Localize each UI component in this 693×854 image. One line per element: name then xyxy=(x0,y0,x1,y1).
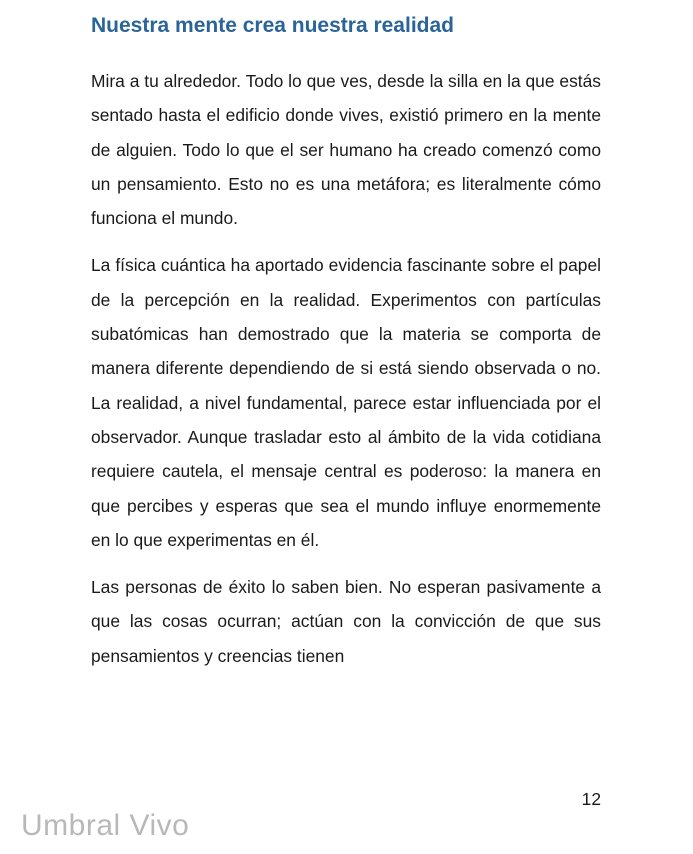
paragraph-1: Mira a tu alrededor. Todo lo que ves, desde la silla en la que estás sentado hasta el edificio donde vives, existió primero en la mente de alguien. Todo lo que el ser humano ha creado comenzó como un pensamiento. Esto no es una metáfora; es literalmente cómo funciona el mundo. xyxy=(91,71,601,229)
paragraph-3: Las personas de éxito lo saben bien. No esperan pasivamente a que las cosas ocurran; actúan con la convicción de que sus pensamientos y creencias tienen xyxy=(91,577,601,666)
page-number: 12 xyxy=(581,789,601,809)
paragraph-2: La física cuántica ha aportado evidencia fascinante sobre el papel de la percepción en la realidad. Experimentos con partículas subatómicas han demostrado que la materia se comporta de manera diferente dependiendo de si está siendo observada o no. La realidad, a nivel fundamental, parece estar influenciada por el observador. Aunque trasladar esto al ámbito de la vida cotidiana requiere cautela, el mensaje central es poderoso: la manera en que percibes y esperas que sea el mundo influye enormemente en lo que experimentas en él. xyxy=(91,255,601,550)
section-heading: Nuestra mente crea nuestra realidad xyxy=(91,14,454,37)
watermark: Umbral Vivo xyxy=(21,809,190,842)
document-page xyxy=(91,0,601,673)
